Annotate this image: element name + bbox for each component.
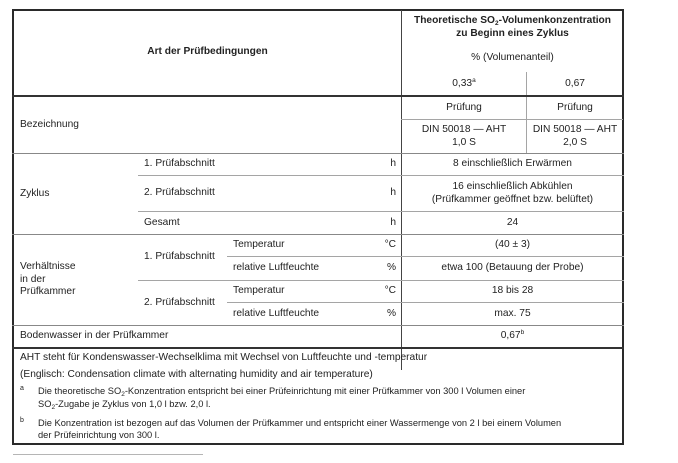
verh-s2-value-2: max. 75 xyxy=(494,307,531,319)
note-aht: AHT steht für Kondenswasser-Wechselklima mit Wechsel von Luftfeuchte und -temperatur xyxy=(20,352,428,364)
verh-section-1-label: 1. Prüfabschnitt xyxy=(144,251,215,263)
bezeichnung-col2-din: DIN 50018 — AHT 2,0 S xyxy=(532,123,618,148)
verh-s1-param-2: relative Luftfeuchte xyxy=(233,262,320,274)
bezeichnung-col1-din: DIN 50018 — AHT 1,0 S xyxy=(421,123,507,148)
row-header-label: Art der Prüfbedingungen xyxy=(147,46,268,58)
zyklus-row-3-value: 24 xyxy=(506,216,519,228)
zyklus-row-3-label: Gesamt xyxy=(144,216,180,228)
concentration-title: Theoretische $SO_2$-Volumenkonzentration zu Beginn eines Zyklus xyxy=(413,15,612,39)
zyklus-row-1-label: 1. Prüfabschnitt xyxy=(144,158,215,170)
zyklus-row-2-value: 16 einschließlich Abkühlen (Prüfkammer geöffnet bzw. belüftet) xyxy=(431,180,594,205)
footnote-b xyxy=(20,418,618,444)
note-english: (Englisch: Condensation climate with alternating humidity and air temperature) xyxy=(20,369,373,381)
verh-s2-param-1: Temperatur xyxy=(233,285,285,297)
verh-s2-unit-2: % xyxy=(386,307,396,319)
footnote-b-marker: b xyxy=(20,417,24,424)
concentration-value-2: 0,67 xyxy=(565,77,585,89)
zyklus-row-1-unit: h xyxy=(390,158,396,170)
verh-s1-param-1: Temperatur xyxy=(233,239,285,251)
bezeichnung-col2-pruefung: Prüfung xyxy=(557,101,593,113)
zyklus-row-3-unit: h xyxy=(390,216,396,228)
concentration-value-1: 0,33$^a$ xyxy=(452,76,476,89)
verhaeltnisse-label: Verhältnisse in der Prüfkammer xyxy=(20,261,76,298)
verh-s2-param-2: relative Luftfeuchte xyxy=(233,307,320,319)
bodenwasser-label: Bodenwasser in der Prüfkammer xyxy=(20,330,169,342)
concentration-unit: % (Volumenanteil) xyxy=(471,51,554,63)
zyklus-row-1-value: 8 einschließlich Erwärmen xyxy=(453,158,572,170)
zyklus-row-2-unit: h xyxy=(390,187,396,199)
verh-s1-value-2: etwa 100 (Betauung der Probe) xyxy=(441,262,584,274)
footnote-a-text: Die theoretische $SO_2$-Konzentration entspricht bei einer Prüfeinrichtung mit einer Prüfkammer von 300 l Volumen einer $SO_2$-Zugabe je Zyklus von 1,0 l bzw. 2,0 l. xyxy=(38,386,526,411)
bodenwasser-value: 0,67$^b$ xyxy=(500,329,525,342)
verh-s1-unit-1: °C xyxy=(384,239,396,251)
bodenwasser-bottom-line xyxy=(12,347,624,349)
bezeichnung-col1-pruefung: Prüfung xyxy=(446,101,482,113)
verh-s1-unit-2: % xyxy=(386,262,396,274)
footnote-separator xyxy=(13,454,203,455)
verh-s1-value-1: (40 ± 3) xyxy=(494,239,531,251)
zyklus-label: Zyklus xyxy=(20,187,50,199)
footnote-a xyxy=(20,385,618,415)
footnote-b-text: Die Konzentration ist bezogen auf das Volumen der Prüfkammer und entspricht einer Wassermenge von 2 l bei einem Volumen der Prüfeinrichtung von 300 l. xyxy=(38,418,562,440)
verh-s2-unit-1: °C xyxy=(384,285,396,297)
footnote-a-marker: a xyxy=(20,385,24,392)
bezeichnung-label: Bezeichnung xyxy=(20,118,79,130)
verh-s2-value-1: 18 bis 28 xyxy=(491,285,534,297)
zyklus-row-2-label: 2. Prüfabschnitt xyxy=(144,187,215,199)
verh-section-2-label: 2. Prüfabschnitt xyxy=(144,296,215,308)
